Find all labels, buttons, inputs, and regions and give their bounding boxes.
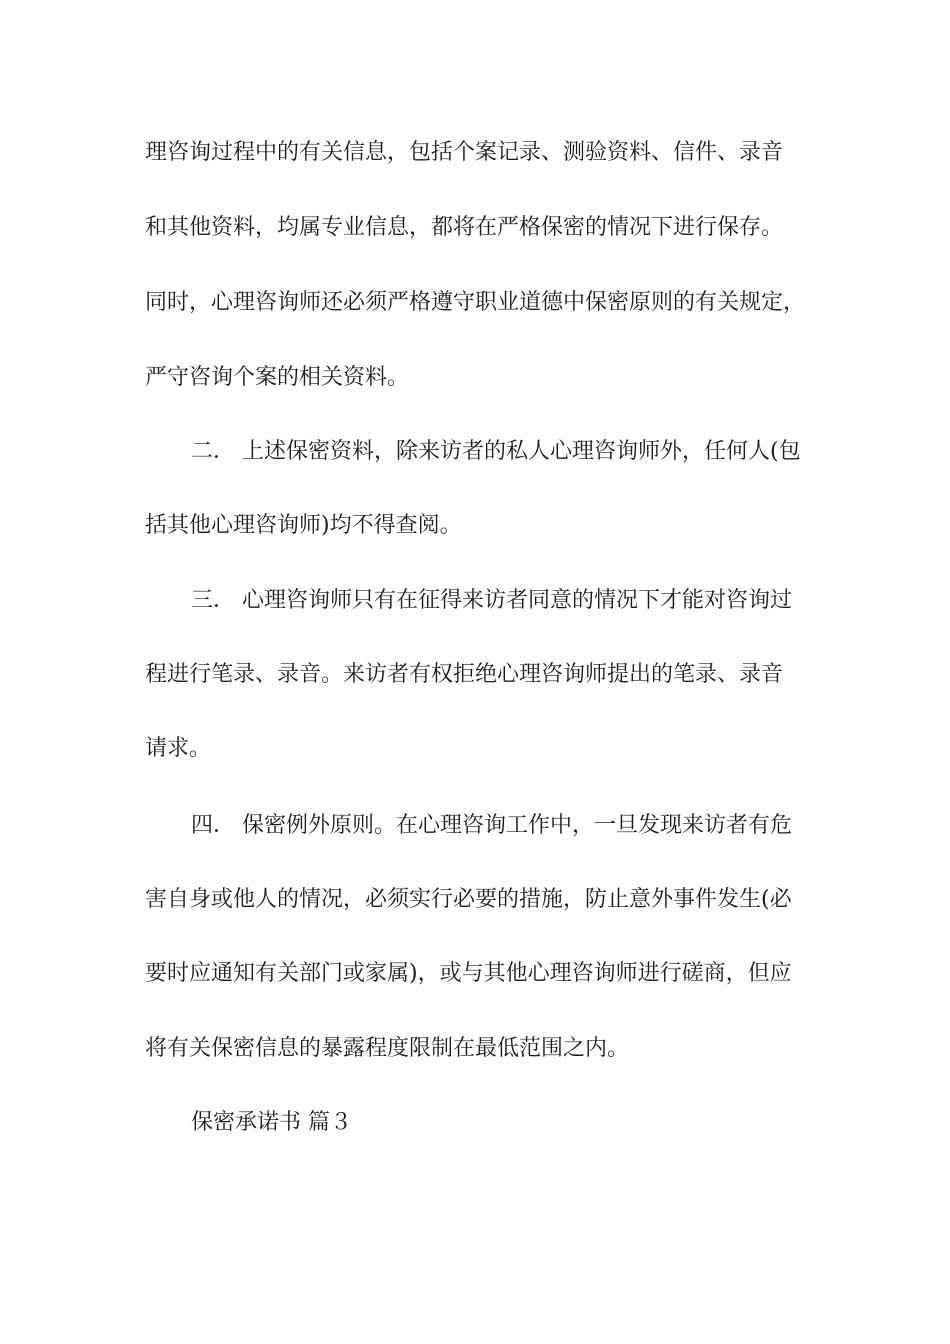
clause-three-start: 三． 心理咨询师只有在征得来访者同意的情况下才能对咨询过 xyxy=(191,588,792,613)
text-line xyxy=(0,283,950,323)
paragraph-text: 害自身或他人的情况，必须实行必要的措施，防止意外事件发生(必 xyxy=(145,887,792,912)
paragraph-text: 同时，心理咨询师还必须严格遵守职业道德中保密原则的有关规定， xyxy=(145,290,806,315)
text-line xyxy=(0,133,950,173)
paragraph-text: 和其他资料，均属专业信息，都将在严格保密的情况下进行保存。 xyxy=(145,215,784,240)
text-line xyxy=(0,1029,950,1069)
text-line xyxy=(0,358,950,398)
text-line xyxy=(0,806,950,846)
text-line xyxy=(0,880,950,920)
section-heading: 保密承诺书 篇３ xyxy=(191,1110,352,1135)
clause-two-start: 二． 上述保密资料，除来访者的私人心理咨询师外，任何人(包 xyxy=(191,439,801,464)
text-line xyxy=(0,506,950,546)
paragraph-text: 要时应通知有关部门或家属)，或与其他心理咨询师进行磋商，但应 xyxy=(145,961,792,986)
clause-four-start: 四． 保密例外原则。在心理咨询工作中，一旦发现来访者有危 xyxy=(191,813,792,838)
text-line xyxy=(0,954,950,994)
text-line xyxy=(0,655,950,695)
paragraph-text: 程进行笔录、录音。来访者有权拒绝心理咨询师提出的笔录、录音 xyxy=(145,662,784,687)
paragraph-text: 请求。 xyxy=(145,736,212,761)
text-line xyxy=(0,432,950,472)
text-line xyxy=(0,1103,950,1143)
text-line xyxy=(0,208,950,248)
paragraph-continuation: 理咨询过程中的有关信息，包括个案记录、测验资料、信件、录音 xyxy=(145,140,784,165)
paragraph-text: 将有关保密信息的暴露程度限制在最低范围之内。 xyxy=(145,1036,630,1061)
paragraph-text: 括其他心理咨询师)均不得查阅。 xyxy=(145,513,462,538)
paragraph-text: 严守咨询个案的相关资料。 xyxy=(145,365,410,390)
text-line xyxy=(0,581,950,621)
text-line xyxy=(0,729,950,769)
